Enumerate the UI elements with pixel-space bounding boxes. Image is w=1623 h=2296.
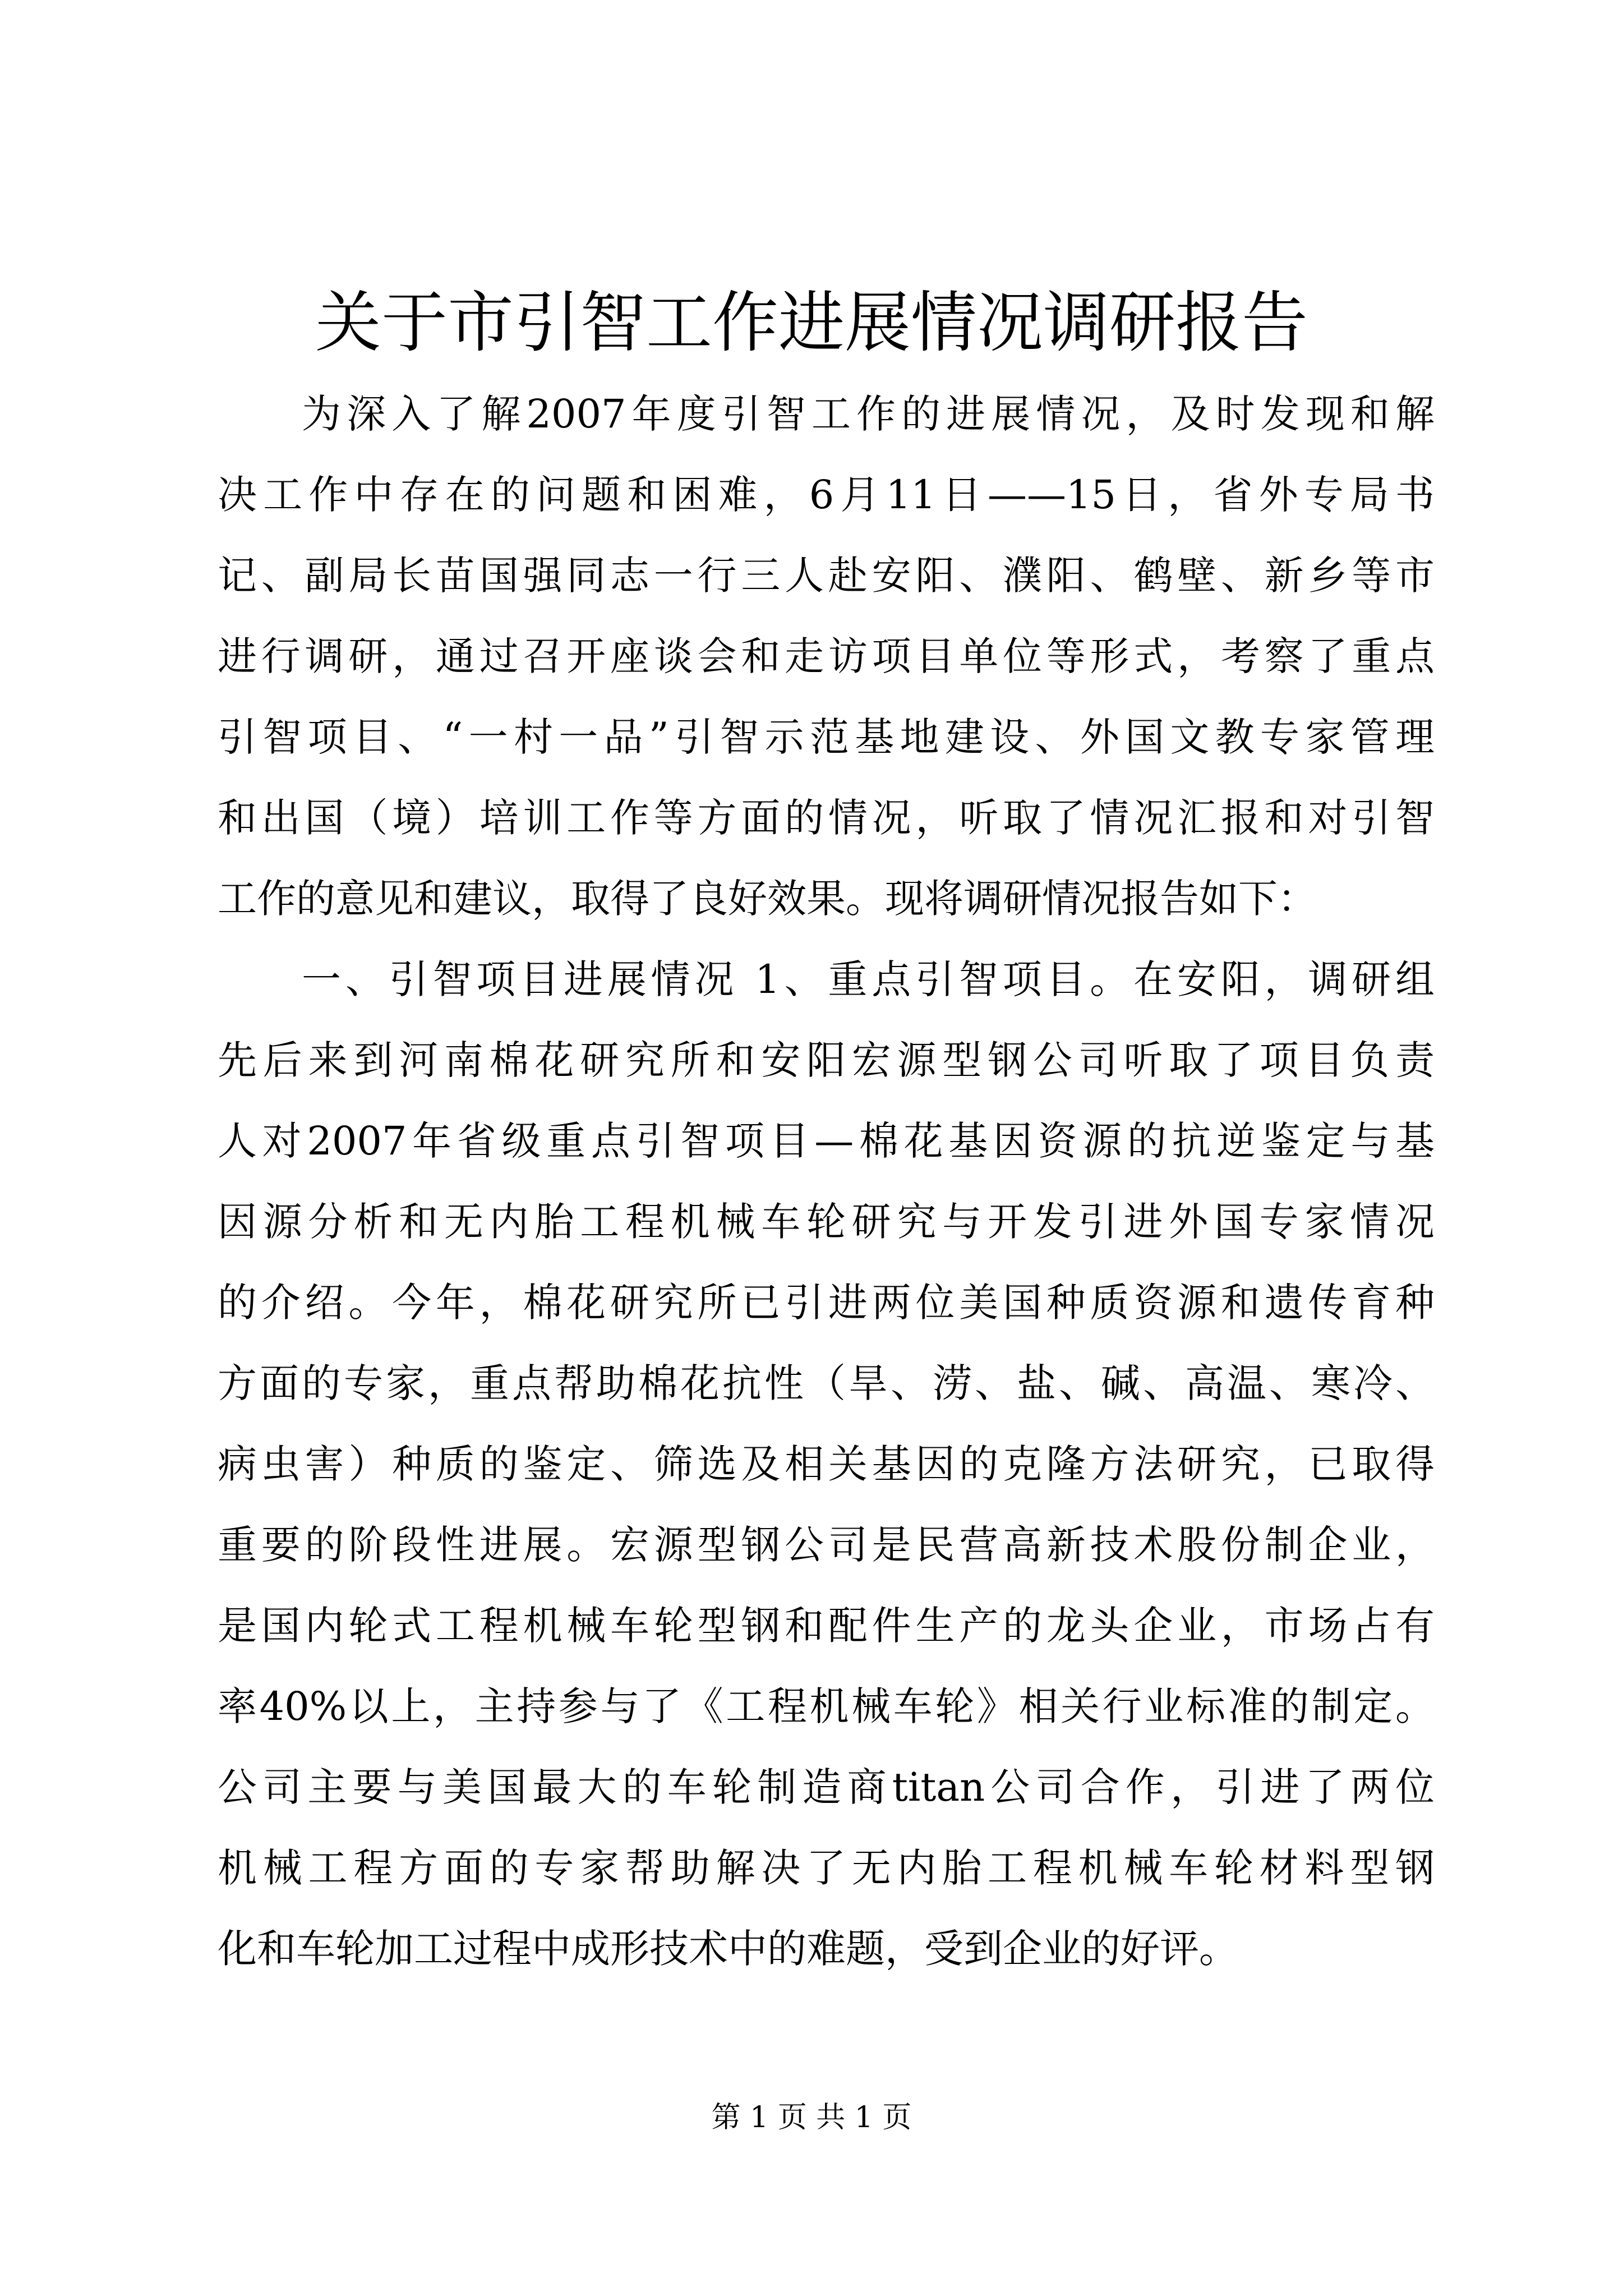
- paragraph-line: 人对2007年省级重点引智项目—棉花基因资源的抗逆鉴定与基: [218, 1118, 1435, 1164]
- paragraph-line: 率40%以上，主持参与了《工程机械车轮》相关行业标准的制定。: [218, 1683, 1435, 1729]
- document-title: 关于市引智工作进展情况调研报告: [315, 284, 1308, 361]
- paragraph-line: 记、副局长苗国强同志一行三人赴安阳、濮阳、鹤壁、新乡等市: [218, 553, 1435, 599]
- paragraph-line: 引智项目、“一村一品”引智示范基地建设、外国文教专家管理: [218, 714, 1435, 760]
- paragraph-line: 一、引智项目进展情况 1、重点引智项目。在安阳，调研组: [302, 956, 1435, 1002]
- paragraph-line: 先后来到河南棉花研究所和安阳宏源型钢公司听取了项目负责: [218, 1037, 1435, 1083]
- page-number-footer: 第 1 页 共 1 页: [711, 2101, 912, 2134]
- paragraph-line: 机械工程方面的专家帮助解决了无内胎工程机械车轮材料型钢: [218, 1845, 1435, 1891]
- paragraph-line: 重要的阶段性进展。宏源型钢公司是民营高新技术股份制企业，: [218, 1522, 1435, 1568]
- paragraph-line: 为深入了解2007年度引智工作的进展情况，及时发现和解: [302, 391, 1435, 437]
- paragraph-line: 方面的专家，重点帮助棉花抗性（旱、涝、盐、碱、高温、寒冷、: [218, 1360, 1435, 1406]
- paragraph-line: 进行调研，通过召开座谈会和走访项目单位等形式，考察了重点: [218, 633, 1435, 679]
- paragraph-line: 化和车轮加工过程中成形技术中的难题，受到企业的好评。: [218, 1926, 1238, 1972]
- paragraph-line: 的介绍。今年，棉花研究所已引进两位美国种质资源和遗传育种: [218, 1280, 1435, 1326]
- document-body: [218, 374, 1435, 1989]
- paragraph-line: 是国内轮式工程机械车轮型钢和配件生产的龙头企业，市场占有: [218, 1603, 1435, 1649]
- paragraph-line: 和出国（境）培训工作等方面的情况，听取了情况汇报和对引智: [218, 795, 1435, 841]
- paragraph-line: 因源分析和无内胎工程机械车轮研究与开发引进外国专家情况: [218, 1199, 1435, 1245]
- paragraph-line: 公司主要与美国最大的车轮制造商titan公司合作，引进了两位: [218, 1764, 1435, 1810]
- paragraph-line: 病虫害）种质的鉴定、筛选及相关基因的克隆方法研究，已取得: [218, 1441, 1435, 1487]
- paragraph-line: 决工作中存在的问题和困难，6月11日——15日，省外专局书: [218, 472, 1435, 518]
- paragraph-line: 工作的意见和建议，取得了良好效果。现将调研情况报告如下：: [218, 876, 1317, 922]
